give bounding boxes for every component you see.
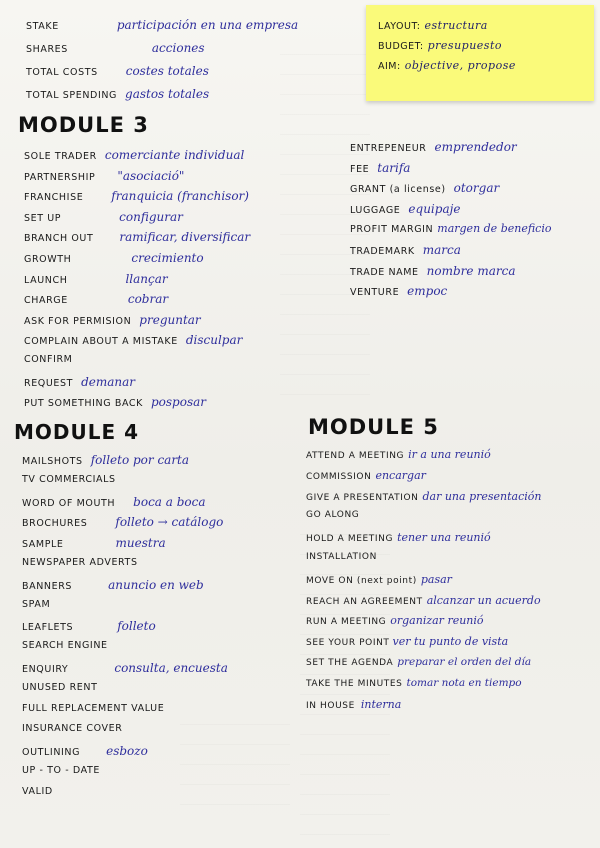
translation: margen de beneficio: [437, 222, 552, 236]
translation: tarifa: [377, 160, 411, 175]
module-5-list: [306, 448, 541, 718]
vocab-row: [24, 210, 250, 231]
term: BRANCH OUT: [24, 233, 94, 245]
vocab-row: [22, 765, 228, 786]
translation: demanar: [81, 374, 136, 389]
vocab-row: [22, 515, 228, 536]
term: TAKE THE MINUTES: [306, 678, 403, 689]
translation: preparar el orden del día: [397, 655, 532, 668]
vocab-row: [24, 333, 250, 354]
term: CHARGE: [24, 295, 68, 307]
term: WORD OF MOUTH: [22, 497, 116, 509]
vocab-row: [24, 354, 250, 375]
term: SPAM: [22, 598, 51, 610]
translation: organizar reunió: [390, 614, 484, 628]
translation: boca a boca: [133, 494, 206, 509]
translation: pasar: [420, 572, 452, 586]
translation: marca: [422, 242, 461, 257]
term: BROCHURES: [22, 518, 88, 530]
term: SEARCH ENGINE: [22, 640, 108, 652]
vocab-row: [26, 64, 298, 87]
vocab-row: [24, 313, 250, 334]
translation: franquicia (franchisor): [111, 189, 249, 204]
sticky-label: BUDGET:: [378, 41, 424, 52]
term: LUGGAGE: [350, 204, 401, 216]
translation: configurar: [119, 209, 183, 224]
vocab-row: [350, 222, 551, 243]
term: TRADEMARK: [350, 245, 415, 257]
term: TRADE NAME: [350, 266, 419, 278]
translation: otorgar: [453, 181, 500, 196]
sticky-label: AIM:: [378, 61, 401, 72]
translation: posposar: [150, 395, 206, 410]
term: GO ALONG: [306, 510, 360, 521]
term: LAUNCH: [24, 274, 68, 286]
vocab-row: [22, 744, 228, 765]
translation: crecimiento: [131, 250, 204, 265]
vocab-row: [350, 284, 551, 305]
term: COMMISSION: [306, 471, 372, 482]
vocab-row: [306, 531, 541, 552]
translation: "asociació": [117, 168, 185, 183]
vocab-row: [306, 594, 541, 615]
vocab-row: [350, 202, 551, 223]
translation: muestra: [115, 536, 166, 551]
translation: gastos totales: [125, 87, 210, 101]
translation: equipaje: [408, 201, 461, 216]
term: REQUEST: [24, 377, 74, 389]
translation: comerciante individual: [104, 148, 245, 162]
module-3-heading: MODULE 3: [18, 113, 149, 137]
vocab-row: [22, 453, 228, 474]
translation: preguntar: [139, 312, 201, 327]
translation: emprendedor: [434, 140, 517, 154]
translation: acciones: [151, 41, 205, 55]
term: MAILSHOTS: [22, 456, 83, 467]
vocab-row: [24, 189, 250, 210]
term: LEAFLETS: [22, 622, 74, 634]
vocab-row: [22, 557, 228, 578]
translation: disculpar: [185, 333, 243, 348]
vocab-row: [22, 578, 228, 599]
term: TV COMMERCIALS: [22, 473, 116, 485]
vocab-row: [26, 18, 298, 41]
vocab-row: [22, 661, 228, 682]
vocab-row: [350, 243, 551, 264]
sticky-value: objective, propose: [404, 59, 516, 72]
sticky-lines: [378, 19, 516, 79]
term: INSURANCE COVER: [22, 723, 123, 735]
term: STAKE: [26, 21, 59, 32]
translation: tener una reunió: [397, 531, 491, 545]
vocab-row: [306, 635, 541, 656]
module-5-heading: MODULE 5: [308, 415, 439, 439]
vocab-row: [306, 698, 541, 719]
translation: folleto por carta: [90, 453, 190, 467]
translation: llançar: [125, 271, 168, 286]
term: UP - TO - DATE: [22, 764, 101, 776]
vocab-row: [22, 599, 228, 620]
term: SET UP: [24, 212, 62, 224]
vocab-row: [22, 640, 228, 661]
sticky-line: [378, 19, 516, 39]
term: SHARES: [26, 44, 68, 55]
translation: participación en una empresa: [116, 18, 299, 32]
vocab-row: [306, 510, 541, 531]
vocab-row: [24, 292, 250, 313]
top-vocab-list: [26, 18, 298, 110]
vocab-row: [24, 230, 250, 251]
translation: empoc: [407, 284, 448, 299]
term: NEWSPAPER ADVERTS: [22, 556, 138, 568]
sticky-line: [378, 59, 516, 79]
translation: anuncio en web: [108, 577, 204, 592]
term: IN HOUSE: [306, 700, 355, 711]
vocab-row: [26, 87, 298, 110]
vocab-row: [306, 469, 541, 490]
translation: tomar nota en tiempo: [406, 676, 522, 689]
term: ENTREPENEUR: [350, 143, 427, 154]
vocab-row: [24, 169, 250, 190]
sticky-note: [366, 5, 594, 101]
term: PUT SOMETHING BACK: [24, 398, 143, 410]
vocab-row: [306, 573, 541, 594]
vocab-row: [350, 140, 551, 161]
translation: esbozo: [106, 744, 148, 759]
term: GRANT (a license): [350, 184, 446, 196]
term: FRANCHISE: [24, 192, 84, 204]
term: OUTLINING: [22, 747, 81, 759]
vocab-row: [306, 490, 541, 511]
term: HOLD A MEETING: [306, 534, 394, 545]
translation: dar una presentación: [422, 489, 542, 503]
term: SOLE TRADER: [24, 151, 97, 162]
sticky-label: LAYOUT:: [378, 21, 421, 32]
term: PROFIT MARGIN: [350, 224, 434, 236]
vocab-row: [24, 251, 250, 272]
vocab-row: [22, 682, 228, 703]
vocab-row: [22, 703, 228, 724]
term: CONFIRM: [24, 353, 73, 365]
module-4-list: [22, 453, 228, 807]
term: BANNERS: [22, 580, 73, 592]
term: GIVE A PRESENTATION: [306, 492, 419, 503]
vocab-row: [306, 656, 541, 677]
term: COMPLAIN ABOUT A MISTAKE: [24, 336, 178, 348]
translation: ir a una reunió: [408, 448, 491, 461]
vocab-row: [26, 41, 298, 64]
term: ATTEND A MEETING: [306, 451, 405, 461]
vocab-row: [350, 181, 551, 202]
module-3-right-list: [350, 140, 551, 305]
translation: nombre marca: [426, 263, 516, 278]
vocab-row: [306, 677, 541, 698]
module-3-left-list: [24, 148, 250, 416]
vocab-row: [350, 264, 551, 285]
translation: consulta, encuesta: [114, 660, 228, 675]
vocab-row: [24, 272, 250, 293]
term: VALID: [22, 785, 53, 797]
vocab-row: [306, 552, 541, 573]
term: SEE YOUR POINT: [306, 638, 390, 649]
translation: ramificar, diversificar: [119, 230, 251, 245]
term: TOTAL SPENDING: [26, 90, 118, 101]
translation: encargar: [375, 468, 426, 482]
term: SAMPLE: [22, 539, 64, 551]
term: RUN A MEETING: [306, 617, 387, 628]
translation: costes totales: [125, 64, 209, 78]
term: ASK FOR PERMISION: [24, 315, 132, 327]
vocab-row: [22, 474, 228, 495]
translation: folleto → catálogo: [115, 515, 224, 530]
vocab-row: [22, 723, 228, 744]
vocab-row: [24, 375, 250, 396]
vocab-row: [306, 448, 541, 469]
sticky-value: estructura: [424, 19, 488, 32]
vocab-row: [350, 161, 551, 182]
term: SET THE AGENDA: [306, 657, 394, 668]
vocab-row: [22, 495, 228, 516]
vocab-row: [306, 614, 541, 635]
translation: interna: [360, 697, 402, 711]
term: ENQUIRY: [22, 663, 69, 675]
vocab-row: [24, 148, 250, 169]
vocab-row: [22, 786, 228, 807]
translation: cobrar: [127, 292, 169, 307]
translation: folleto: [117, 619, 156, 634]
term: UNUSED RENT: [22, 681, 98, 693]
term: MOVE ON (next point): [306, 575, 417, 586]
term: REACH AN AGREEMENT: [306, 596, 423, 607]
term: FULL REPLACEMENT VALUE: [22, 702, 165, 714]
vocab-row: [22, 619, 228, 640]
sticky-value: presupuesto: [427, 39, 502, 52]
vocab-row: [24, 395, 250, 416]
term: TOTAL COSTS: [26, 67, 98, 78]
term: FEE: [350, 163, 370, 175]
module-4-heading: MODULE 4: [14, 420, 140, 444]
term: PARTNERSHIP: [24, 171, 96, 183]
vocab-row: [22, 536, 228, 557]
sticky-line: [378, 39, 516, 59]
translation: alcanzar un acuerdo: [426, 593, 541, 607]
term: GROWTH: [24, 253, 72, 265]
translation: ver tu punto de vista: [392, 635, 509, 649]
term: INSTALLATION: [306, 551, 377, 562]
term: VENTURE: [350, 287, 400, 299]
